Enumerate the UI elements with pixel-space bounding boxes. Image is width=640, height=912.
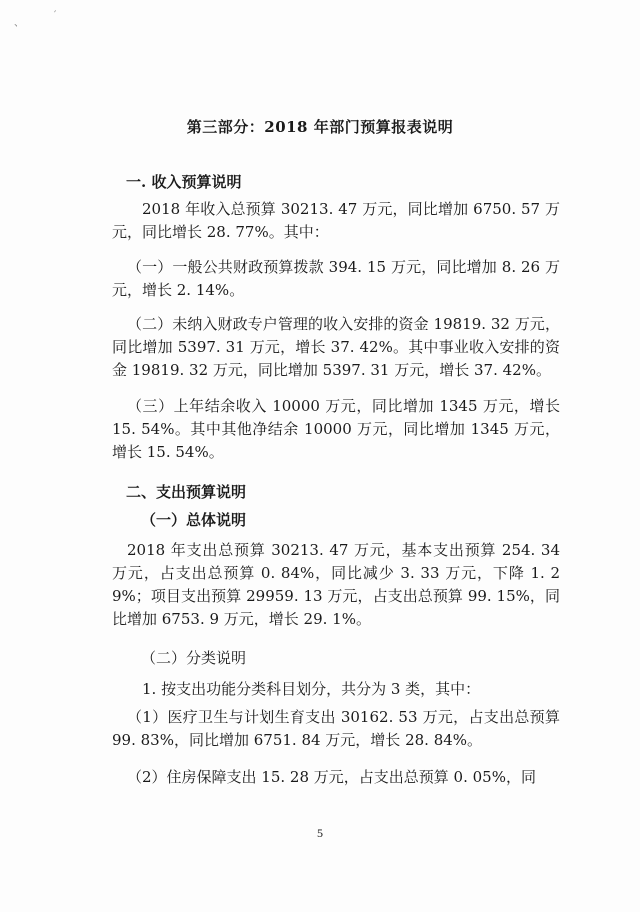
page-number: 5 [317,826,323,840]
paragraph-function-item-1: （1）医疗卫生与计划生育支出 30162. 53 万元，占支出总预算 99. 83%，同比增加 6751. 84 万元，增长 28. 84%。 [112,708,560,749]
page-title: 第三部分：2018 年部门预算报表说明 [186,118,454,136]
subsection-heading-overall: （一）总体说明 [141,511,247,529]
paragraph-income-item-1: （一）一般公共财政预算拨款 394. 15 万元，同比增加 8. 26 万元，增长 2. 14%。 [112,258,560,299]
subsection-heading-classification: （二）分类说明 [141,649,247,667]
scan-speck: 、 [14,18,24,29]
paragraph-income-item-3: （三）上年结余收入 10000 万元，同比增加 1345 万元，增长 15. 54%。其中其他净结余 10000 万元，同比增加 1345 万元，增长 15. 54%。 [112,397,560,461]
paragraph-income-total: 2018 年收入总预算 30213. 47 万元，同比增加 6750. 57 万元，同比增长 28. 77%。其中： [112,200,560,241]
paragraph-function-item-2: （2）住房保障支出 15. 28 万元，占支出总预算 0. 05%，同 [127,768,536,786]
paragraph-function-classification: 1. 按支出功能分类科目划分，共分为 3 类，其中： [142,680,481,698]
section-heading-income: 一. 收入预算说明 [126,173,242,191]
scan-speck: ′ [54,10,57,21]
paragraph-income-item-2: （二）未纳入财政专户管理的收入安排的资金 19819. 32 万元，同比增加 5397. 31 万元，增长 37. 42%。其中事业收入安排的资金 19819. 32 万元，同比增加 5397. 31 万元，增长 37. 42%。 [112,315,560,379]
paragraph-expense-overall: 2018 年支出总预算 30213. 47 万元，基本支出预算 254. 34 万元，占支出总预算 0. 84%，同比减少 3. 33 万元，下降 1. 29%；项目支出预算 29959. 13 万元，占支出总预算 99. 15%，同比增加 6753. 9 万元，增长 29. 1%。 [112,541,560,628]
section-heading-expense: 二、支出预算说明 [126,483,247,501]
